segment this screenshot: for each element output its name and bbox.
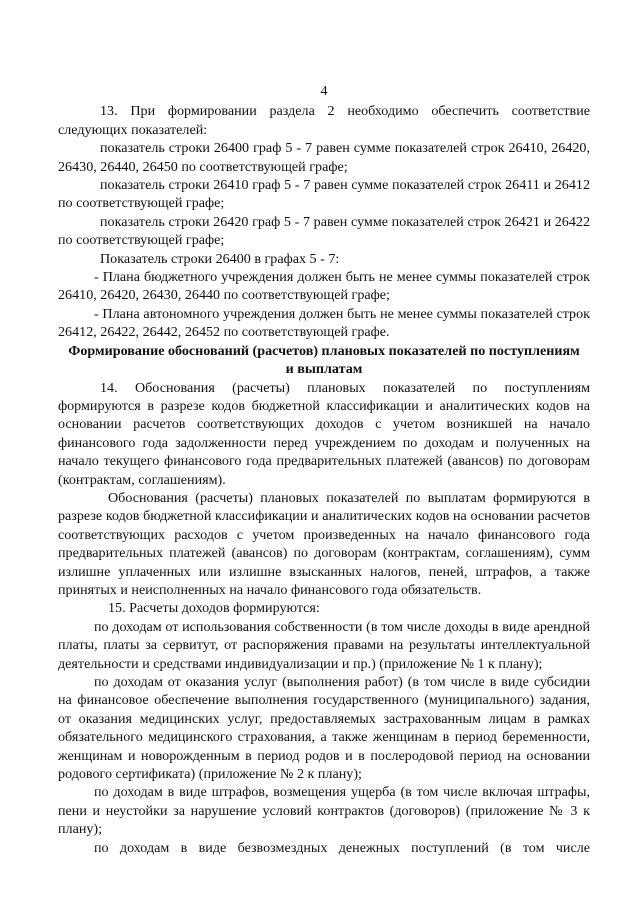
paragraph-13-columns: Показатель строки 26400 в графах 5 - 7: (100, 250, 340, 267)
paragraph-13-budget-plan: - Плана бюджетного учреждения должен быть не менее суммы показателей строк 26410, 26420, 26430, 26440 по соответствующей графе; (58, 269, 590, 304)
paragraph-14: 14. Обоснования (расчеты) плановых показателей по поступлениям формируются в разрезе кодов бюджетной классификации и аналитических кодов на основании расчетов соответствующих доходов с учетом возникшей на начало финансового года задолженности перед учреждением по доходам и полученных на начало текущего финансового года предварительных платежей (авансов) по договорам (контрактам, соглашениям). (58, 379, 590, 488)
paragraph-15-property-income: по доходам от использования собственности (в том числе доходы в виде арендной платы, платы за сервитут, от распоряжения правами на результаты интеллектуальной деятельности и средствами индивидуализации и пр.) (приложение № 1 к плану); (58, 618, 590, 672)
section-heading: Формирование обоснований (расчетов) плановых показателей по поступлениям и выплатам (68, 342, 580, 378)
paragraph-13-row-26420: показатель строки 26420 граф 5 - 7 равен сумме показателей строк 26421 и 26422 по соответствующей графе; (58, 213, 590, 249)
paragraph-13: 13. При формировании раздела 2 необходимо обеспечить соответствие следующих показателей: (58, 103, 590, 138)
paragraph-13-row-26400: показатель строки 26400 граф 5 - 7 равен сумме показателей строк 26410, 26420, 26430, 26440, 26450 по соответствующей графе; (58, 140, 590, 175)
paragraph-13-autonomous-plan: - Плана автономного учреждения должен быть не менее суммы показателей строк 26412, 26422, 26442, 26452 по соответствующей графе. (58, 305, 590, 341)
paragraph-13-row-26410: показатель строки 26410 граф 5 - 7 равен сумме показателей строк 26411 и 26412 по соответствующей графе; (58, 177, 590, 212)
paragraph-15-gratuitous-income: по доходам в виде безвозмездных денежных поступлений (в том числе (94, 839, 590, 856)
document-page (58, 82, 590, 857)
page-number: 4 (320, 83, 328, 99)
paragraph-15: 15. Расчеты доходов формируются: (108, 600, 320, 617)
paragraph-14-payments: Обоснования (расчеты) плановых показателей по выплатам формируются в разрезе кодов бюджетной классификации и аналитических кодов на основании расчетов соответствующих расходов с учетом произведенных на начало финансового года предварительных платежей (авансов) по договорам (контрактам, соглашениям), сумм излишне уплаченных или излишне взысканных налогов, пеней, штрафов, а также принятых и неисполненных на начало финансового года обязательств. (58, 489, 590, 598)
paragraph-15-services-income: по доходам от оказания услуг (выполнения работ) (в том числе в виде субсидии на финансовое обеспечение выполнения государственного (муниципального) задания, от оказания медицинских услуг, предоставляемых застрахованным лицам в рамках обязательного медицинского страхования, а также женщинам в период беременности, женщинам и новорожденным в период родов и в послеродовой период на основании родового сертификата) (приложение № 2 к плану); (58, 674, 590, 783)
paragraph-15-fines-income: по доходам в виде штрафов, возмещения ущерба (в том числе включая штрафы, пени и неустойки за нарушение условий контрактов (договоров) (приложение № 3 к плану); (58, 784, 590, 838)
